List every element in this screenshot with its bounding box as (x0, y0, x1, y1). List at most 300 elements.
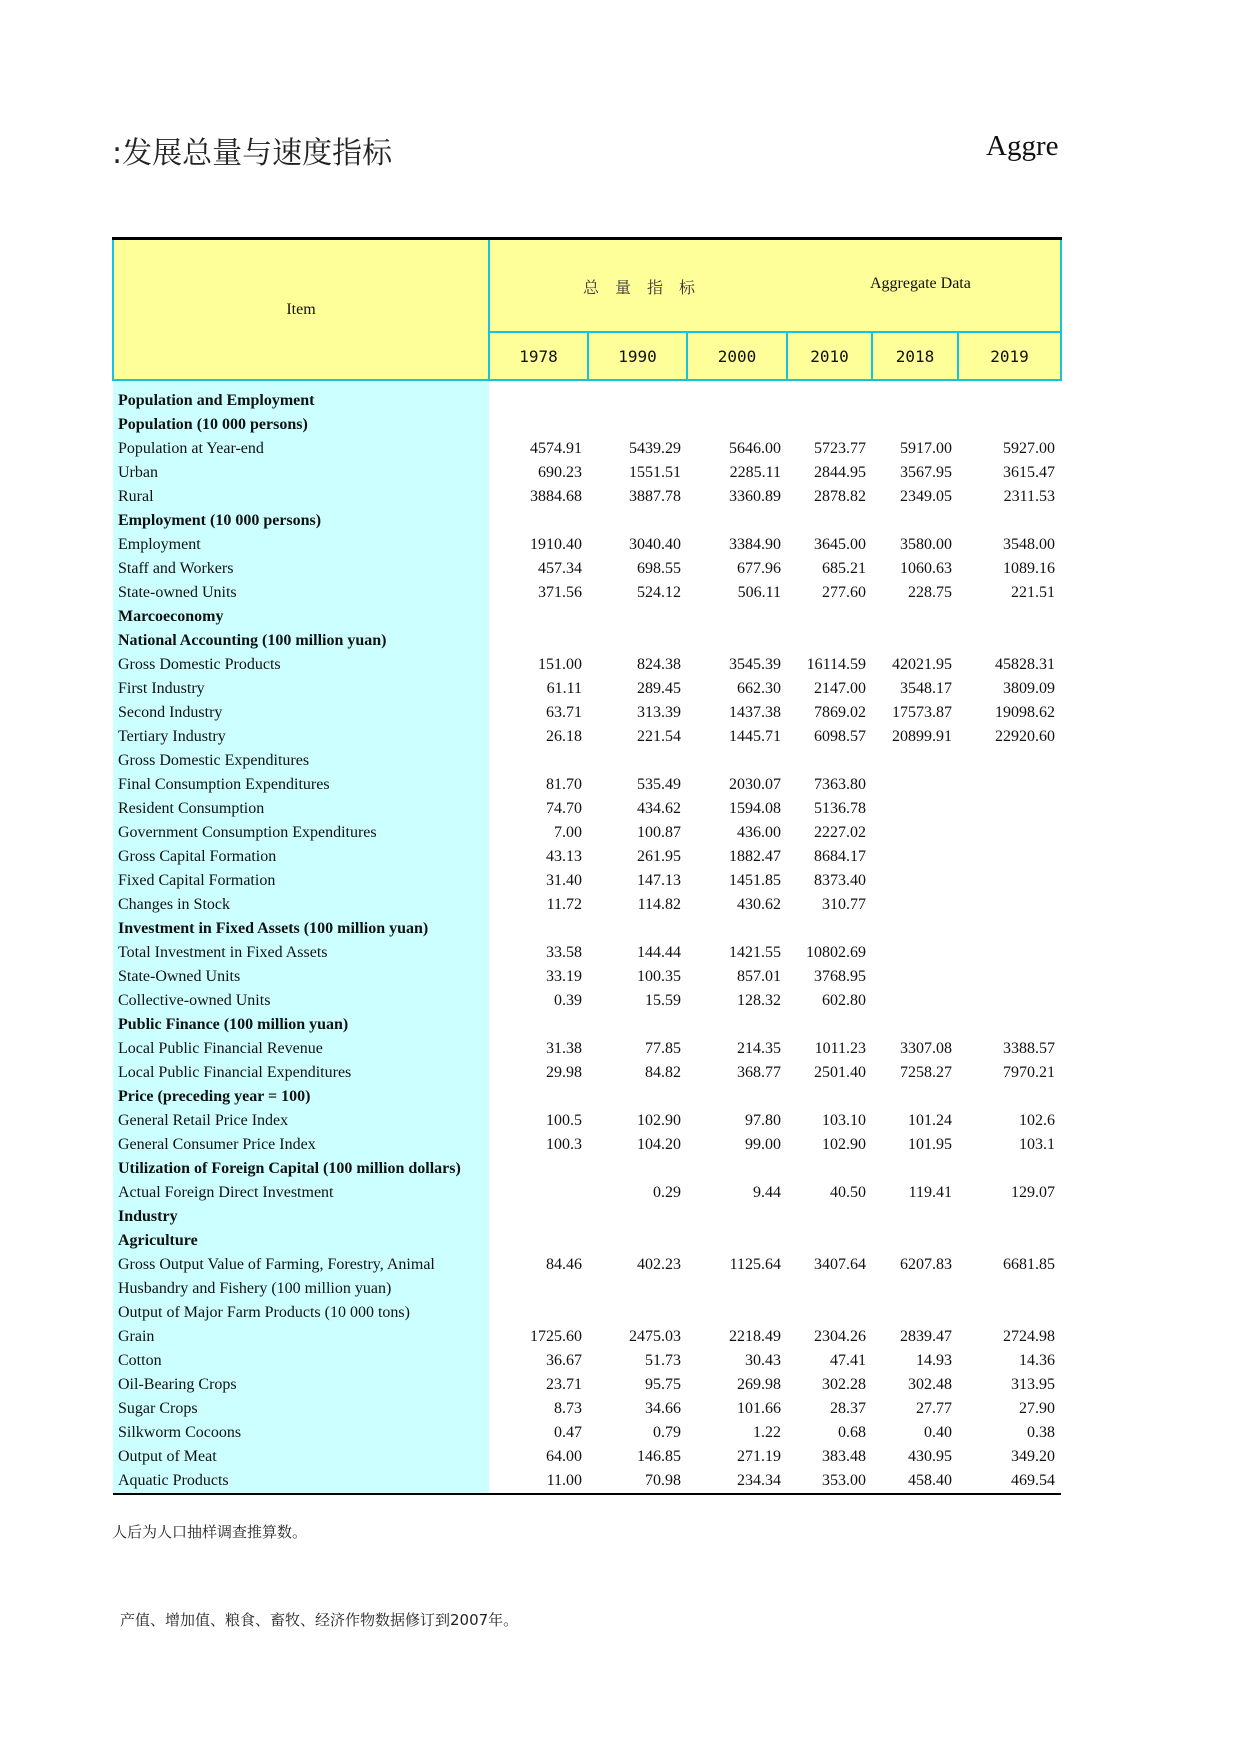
value-cell-2018 (872, 605, 958, 629)
value-cell-2019: 3548.00 (1003, 536, 1056, 553)
value-cell-1978: 31.38 (546, 1040, 582, 1057)
value-cell-2019 (958, 1205, 1061, 1229)
value-cell-2010: 2227.02 (814, 824, 866, 841)
spacer-label-cell (113, 380, 489, 389)
footnote-2: 产值、增加值、粮食、畜牧、经济作物数据修订到2007年。 (120, 1611, 519, 1629)
table-row (113, 1205, 1061, 1229)
table-row (113, 1277, 1061, 1301)
header-group-english: Aggregate Data (870, 275, 971, 292)
table-row (113, 557, 1061, 581)
value-cell-2019: 27.90 (1019, 1400, 1056, 1417)
value-cell-1990 (588, 1277, 687, 1301)
value-cell-2019 (958, 845, 1061, 869)
value-cell-2010: 310.77 (822, 896, 866, 913)
value-cell-2018: 302.48 (908, 1376, 952, 1393)
value-cell-1990: 434.62 (637, 800, 681, 817)
section-heading: National Accounting (100 million yuan) (113, 629, 489, 653)
value-cell-2019: 129.07 (1011, 1184, 1056, 1201)
value-cell-2000 (687, 389, 787, 413)
row-label: Total Investment in Fixed Assets (113, 941, 489, 965)
table-row (113, 797, 1061, 821)
row-label: Resident Consumption (113, 797, 489, 821)
value-cell-2010 (787, 605, 872, 629)
table-row (113, 1061, 1061, 1085)
header-year: 2000 (687, 332, 787, 380)
value-cell-2000: 2285.11 (729, 464, 781, 481)
value-cell-2000 (687, 1157, 787, 1181)
table-row (113, 749, 1061, 773)
value-cell-2019: 2311.53 (1003, 488, 1056, 505)
value-cell-2010: 5723.77 (814, 440, 866, 457)
row-label: Gross Domestic Expenditures (113, 749, 489, 773)
value-cell-1990 (588, 1013, 687, 1037)
value-cell-1978: 84.46 (546, 1256, 582, 1273)
value-cell-2010: 6098.57 (814, 728, 866, 745)
value-cell-2019 (958, 629, 1061, 653)
table-row (113, 413, 1061, 437)
value-cell-2018 (872, 749, 958, 773)
value-cell-1990: 51.73 (645, 1352, 681, 1369)
value-cell-2019 (958, 413, 1061, 437)
value-cell-2000: 3360.89 (729, 488, 781, 505)
value-cell-2010: 8373.40 (814, 872, 866, 889)
value-cell-1990: 95.75 (645, 1376, 681, 1393)
value-cell-2000: 9.44 (753, 1184, 781, 1201)
value-cell-1978: 63.71 (546, 704, 582, 721)
value-cell-1990: 146.85 (637, 1448, 681, 1465)
value-cell-1978: 690.23 (538, 464, 582, 481)
value-cell-2019: 2724.98 (1003, 1328, 1056, 1345)
value-cell-1978: 0.47 (554, 1424, 582, 1441)
table-row (113, 389, 1061, 413)
value-cell-1990 (588, 629, 687, 653)
value-cell-2010: 2147.00 (814, 680, 866, 697)
section-heading: Population (10 000 persons) (113, 413, 489, 437)
value-cell-2000: 99.00 (745, 1136, 781, 1153)
value-cell-1978 (489, 1301, 588, 1325)
value-cell-1978: 100.3 (546, 1136, 582, 1153)
section-heading: Utilization of Foreign Capital (100 million dollars) (113, 1157, 489, 1181)
value-cell-2018 (872, 989, 958, 1013)
value-cell-1978: 81.70 (546, 776, 582, 793)
value-cell-1978: 31.40 (546, 872, 582, 889)
value-cell-1978: 64.00 (546, 1448, 582, 1465)
value-cell-1990: 5439.29 (629, 440, 681, 457)
header-group-chinese: 总量指标 (583, 278, 712, 297)
value-cell-1990: 3040.40 (629, 536, 681, 553)
row-label: Aquatic Products (113, 1469, 489, 1494)
value-cell-2019 (958, 917, 1061, 941)
value-cell-2018: 228.75 (908, 584, 952, 601)
spacer-cell (489, 380, 1061, 389)
row-label: Husbandry and Fishery (100 million yuan) (113, 1277, 489, 1301)
table-row (113, 629, 1061, 653)
value-cell-1990: 261.95 (637, 848, 681, 865)
row-label: Output of Major Farm Products (10 000 tons) (113, 1301, 489, 1325)
value-cell-1990 (588, 1157, 687, 1181)
row-label: General Retail Price Index (113, 1109, 489, 1133)
value-cell-1990: 0.29 (653, 1184, 681, 1201)
table-row (113, 1421, 1061, 1445)
value-cell-1978: 7.00 (554, 824, 582, 841)
value-cell-1990: 77.85 (645, 1040, 681, 1057)
value-cell-1990: 84.82 (645, 1064, 681, 1081)
value-cell-1978: 457.34 (538, 560, 582, 577)
value-cell-2018: 20899.91 (892, 728, 952, 745)
value-cell-1990: 402.23 (637, 1256, 681, 1273)
value-cell-2000: 677.96 (737, 560, 781, 577)
value-cell-2000: 1882.47 (729, 848, 781, 865)
table-row (113, 1181, 1061, 1205)
value-cell-2019 (958, 989, 1061, 1013)
value-cell-2018 (872, 1229, 958, 1253)
value-cell-1990: 535.49 (637, 776, 681, 793)
value-cell-2010: 602.80 (822, 992, 866, 1009)
value-cell-1978: 74.70 (546, 800, 582, 817)
table-row (113, 1469, 1061, 1494)
value-cell-2018 (872, 893, 958, 917)
value-cell-2019 (958, 1013, 1061, 1037)
value-cell-1978: 1910.40 (530, 536, 582, 553)
value-cell-2018: 3580.00 (900, 536, 952, 553)
value-cell-2010: 5136.78 (814, 800, 866, 817)
value-cell-1978 (489, 1277, 588, 1301)
table-row (113, 509, 1061, 533)
table-row (113, 1085, 1061, 1109)
row-label: Silkworm Cocoons (113, 1421, 489, 1445)
value-cell-2010: 7869.02 (814, 704, 866, 721)
table-row (113, 1157, 1061, 1181)
value-cell-2000: 3384.90 (729, 536, 781, 553)
value-cell-2010: 3768.95 (814, 968, 866, 985)
value-cell-2019 (958, 389, 1061, 413)
row-label: Rural (113, 485, 489, 509)
value-cell-1990: 1551.51 (629, 464, 681, 481)
table-row (113, 1373, 1061, 1397)
value-cell-2010: 10802.69 (806, 944, 866, 961)
value-cell-1990: 2475.03 (629, 1328, 681, 1345)
page-title-chinese: :发展总量与速度指标 (112, 136, 393, 171)
value-cell-1978: 29.98 (546, 1064, 582, 1081)
table-header (113, 239, 1061, 381)
value-cell-1990: 102.90 (637, 1112, 681, 1129)
value-cell-2010: 302.28 (822, 1376, 866, 1393)
value-cell-2019 (958, 1277, 1061, 1301)
value-cell-2019 (958, 509, 1061, 533)
value-cell-2019 (958, 1085, 1061, 1109)
table-row (113, 701, 1061, 725)
value-cell-2000 (687, 1301, 787, 1325)
row-label: Collective-owned Units (113, 989, 489, 1013)
value-cell-1990: 824.38 (637, 656, 681, 673)
value-cell-2019: 6681.85 (1003, 1256, 1056, 1273)
value-cell-2010: 28.37 (830, 1400, 866, 1417)
value-cell-2019 (958, 1229, 1061, 1253)
header-year: 2010 (787, 332, 872, 380)
table-row (113, 1229, 1061, 1253)
value-cell-2000: 857.01 (737, 968, 781, 985)
value-cell-2018: 5917.00 (900, 440, 952, 457)
value-cell-2018: 3307.08 (900, 1040, 952, 1057)
table-row (113, 1253, 1061, 1277)
table-row (113, 485, 1061, 509)
value-cell-2019: 103.1 (1019, 1136, 1056, 1153)
value-cell-1978 (489, 1205, 588, 1229)
value-cell-1978: 3884.68 (530, 488, 582, 505)
value-cell-1990: 34.66 (645, 1400, 681, 1417)
value-cell-1978 (489, 749, 588, 773)
value-cell-2010: 40.50 (830, 1184, 866, 1201)
value-cell-1978: 11.72 (546, 896, 582, 913)
value-cell-2019 (958, 773, 1061, 797)
value-cell-2019: 1089.16 (1003, 560, 1056, 577)
value-cell-1990: 100.87 (637, 824, 681, 841)
value-cell-2018 (872, 1277, 958, 1301)
row-label: Fixed Capital Formation (113, 869, 489, 893)
value-cell-1990: 313.39 (637, 704, 681, 721)
value-cell-2010: 102.90 (822, 1136, 866, 1153)
section-heading: Marcoeconomy (113, 605, 489, 629)
table-row (113, 653, 1061, 677)
value-cell-2000: 430.62 (737, 896, 781, 913)
value-cell-1990 (588, 1085, 687, 1109)
value-cell-2010: 685.21 (822, 560, 866, 577)
value-cell-2019 (958, 821, 1061, 845)
value-cell-2018 (872, 941, 958, 965)
value-cell-1978 (489, 917, 588, 941)
table-row (113, 821, 1061, 845)
value-cell-2010: 7363.80 (814, 776, 866, 793)
row-label: Population at Year-end (113, 437, 489, 461)
value-cell-2019 (958, 749, 1061, 773)
value-cell-2000: 101.66 (737, 1400, 781, 1417)
value-cell-2019: 3615.47 (1003, 464, 1056, 481)
value-cell-2019: 14.36 (1019, 1352, 1056, 1369)
value-cell-2019 (958, 1157, 1061, 1181)
value-cell-2000 (687, 509, 787, 533)
header-year: 1978 (489, 332, 588, 380)
header-group (489, 239, 1061, 333)
aggregate-data-table (112, 237, 1062, 1495)
value-cell-2018: 42021.95 (892, 656, 952, 673)
value-cell-2010 (787, 1085, 872, 1109)
value-cell-2000 (687, 605, 787, 629)
value-cell-2000: 1437.38 (729, 704, 781, 721)
page-title-english: Aggre (986, 130, 1059, 162)
row-label: Gross Domestic Products (113, 653, 489, 677)
value-cell-2019: 5927.00 (1003, 440, 1056, 457)
value-cell-2000: 436.00 (737, 824, 781, 841)
value-cell-2010: 103.10 (822, 1112, 866, 1129)
value-cell-2018: 17573.87 (892, 704, 952, 721)
value-cell-2010: 2878.82 (814, 488, 866, 505)
value-cell-2018 (872, 1013, 958, 1037)
value-cell-1990 (588, 389, 687, 413)
row-label: Final Consumption Expenditures (113, 773, 489, 797)
value-cell-1978 (489, 389, 588, 413)
table-row (113, 917, 1061, 941)
value-cell-2018: 0.40 (924, 1424, 952, 1441)
value-cell-2010 (787, 1229, 872, 1253)
value-cell-2000: 5646.00 (729, 440, 781, 457)
value-cell-2018: 14.93 (916, 1352, 952, 1369)
value-cell-2010: 383.48 (822, 1448, 866, 1465)
spacer-row (113, 380, 1061, 389)
value-cell-1978: 8.73 (554, 1400, 582, 1417)
header-year: 1990 (588, 332, 687, 380)
value-cell-2019: 349.20 (1011, 1448, 1056, 1465)
value-cell-2010: 8684.17 (814, 848, 866, 865)
table-row (113, 869, 1061, 893)
value-cell-1990: 100.35 (637, 968, 681, 985)
value-cell-1978: 4574.91 (530, 440, 582, 457)
value-cell-1990: 698.55 (637, 560, 681, 577)
value-cell-2019 (958, 797, 1061, 821)
value-cell-1978: 23.71 (546, 1376, 582, 1393)
section-heading: Employment (10 000 persons) (113, 509, 489, 533)
value-cell-2000: 2218.49 (729, 1328, 781, 1345)
value-cell-1990 (588, 413, 687, 437)
row-label: Local Public Financial Revenue (113, 1037, 489, 1061)
value-cell-2018 (872, 1301, 958, 1325)
value-cell-2010 (787, 1301, 872, 1325)
row-label: Tertiary Industry (113, 725, 489, 749)
section-heading: Population and Employment (113, 389, 489, 413)
value-cell-2000: 30.43 (745, 1352, 781, 1369)
value-cell-2000: 97.80 (745, 1112, 781, 1129)
value-cell-1978: 43.13 (546, 848, 582, 865)
value-cell-2000: 1.22 (753, 1424, 781, 1441)
section-heading: Investment in Fixed Assets (100 million yuan) (113, 917, 489, 941)
value-cell-1978: 100.5 (546, 1112, 582, 1129)
row-label: Gross Capital Formation (113, 845, 489, 869)
value-cell-2018 (872, 917, 958, 941)
row-label: Sugar Crops (113, 1397, 489, 1421)
value-cell-1978 (489, 509, 588, 533)
value-cell-2018 (872, 845, 958, 869)
value-cell-1978: 61.11 (546, 680, 582, 697)
table-row (113, 1325, 1061, 1349)
row-label: Oil-Bearing Crops (113, 1373, 489, 1397)
value-cell-1978: 36.67 (546, 1352, 582, 1369)
value-cell-1978 (489, 629, 588, 653)
value-cell-2010: 277.60 (822, 584, 866, 601)
value-cell-2018 (872, 965, 958, 989)
value-cell-2018: 430.95 (908, 1448, 952, 1465)
table-row (113, 893, 1061, 917)
value-cell-2019: 469.54 (958, 1469, 1061, 1494)
value-cell-2000: 2030.07 (729, 776, 781, 793)
value-cell-1990: 144.44 (637, 944, 681, 961)
header-year: 2018 (872, 332, 958, 380)
value-cell-1978: 33.58 (546, 944, 582, 961)
value-cell-1978: 33.19 (546, 968, 582, 985)
value-cell-2018: 3567.95 (900, 464, 952, 481)
value-cell-2000 (687, 1229, 787, 1253)
value-cell-1978: 151.00 (538, 656, 582, 673)
table-body (113, 380, 1061, 1494)
value-cell-2018 (872, 1085, 958, 1109)
value-cell-2018 (872, 773, 958, 797)
value-cell-2010 (787, 1277, 872, 1301)
value-cell-2018 (872, 797, 958, 821)
table-row (113, 1109, 1061, 1133)
table-row (113, 461, 1061, 485)
row-label: Output of Meat (113, 1445, 489, 1469)
value-cell-2010: 2304.26 (814, 1328, 866, 1345)
value-cell-2010: 2844.95 (814, 464, 866, 481)
value-cell-2000 (687, 1085, 787, 1109)
row-label: Government Consumption Expenditures (113, 821, 489, 845)
value-cell-1978: 371.56 (538, 584, 582, 601)
value-cell-2010: 0.68 (838, 1424, 866, 1441)
value-cell-1990 (588, 1229, 687, 1253)
table-row (113, 965, 1061, 989)
value-cell-2018 (872, 413, 958, 437)
value-cell-1990: 70.98 (588, 1469, 687, 1494)
row-label: Actual Foreign Direct Investment (113, 1181, 489, 1205)
value-cell-2000: 506.11 (737, 584, 781, 601)
value-cell-1990: 289.45 (637, 680, 681, 697)
value-cell-2000: 214.35 (737, 1040, 781, 1057)
value-cell-2010: 2501.40 (814, 1064, 866, 1081)
value-cell-2019: 3388.57 (1003, 1040, 1056, 1057)
value-cell-2019: 313.95 (1011, 1376, 1056, 1393)
value-cell-2010 (787, 749, 872, 773)
table-row (113, 1133, 1061, 1157)
value-cell-2019 (958, 893, 1061, 917)
value-cell-1990 (588, 917, 687, 941)
table-row (113, 533, 1061, 557)
value-cell-1978 (489, 1013, 588, 1037)
value-cell-2018 (872, 509, 958, 533)
value-cell-2000: 1451.85 (729, 872, 781, 889)
value-cell-1978: 1725.60 (530, 1328, 582, 1345)
value-cell-2010 (787, 917, 872, 941)
value-cell-2018: 1060.63 (900, 560, 952, 577)
value-cell-2000 (687, 1013, 787, 1037)
value-cell-2018: 101.24 (908, 1112, 952, 1129)
value-cell-2019: 102.6 (1019, 1112, 1056, 1129)
value-cell-2019: 221.51 (1011, 584, 1056, 601)
row-label: First Industry (113, 677, 489, 701)
value-cell-1978 (489, 1181, 588, 1205)
value-cell-2010: 3645.00 (814, 536, 866, 553)
value-cell-2018 (872, 821, 958, 845)
value-cell-2010: 1011.23 (814, 1040, 866, 1057)
value-cell-2000: 1594.08 (729, 800, 781, 817)
footnote-1: 人后为人口抽样调查推算数。 (112, 1523, 308, 1541)
value-cell-2018: 2349.05 (900, 488, 952, 505)
header-year: 2019 (958, 332, 1061, 380)
value-cell-2010 (787, 1013, 872, 1037)
value-cell-1990 (588, 509, 687, 533)
value-cell-1978: 26.18 (546, 728, 582, 745)
row-label: Local Public Financial Expenditures (113, 1061, 489, 1085)
row-label: Second Industry (113, 701, 489, 725)
value-cell-2018: 6207.83 (900, 1256, 952, 1273)
value-cell-1990 (588, 605, 687, 629)
row-label: Employment (113, 533, 489, 557)
value-cell-2000: 662.30 (737, 680, 781, 697)
value-cell-2018: 2839.47 (900, 1328, 952, 1345)
value-cell-2019: 0.38 (1027, 1424, 1056, 1441)
row-label: Urban (113, 461, 489, 485)
value-cell-2018: 458.40 (872, 1469, 958, 1494)
value-cell-2000: 271.19 (737, 1448, 781, 1465)
table-row (113, 437, 1061, 461)
table-row (113, 1037, 1061, 1061)
